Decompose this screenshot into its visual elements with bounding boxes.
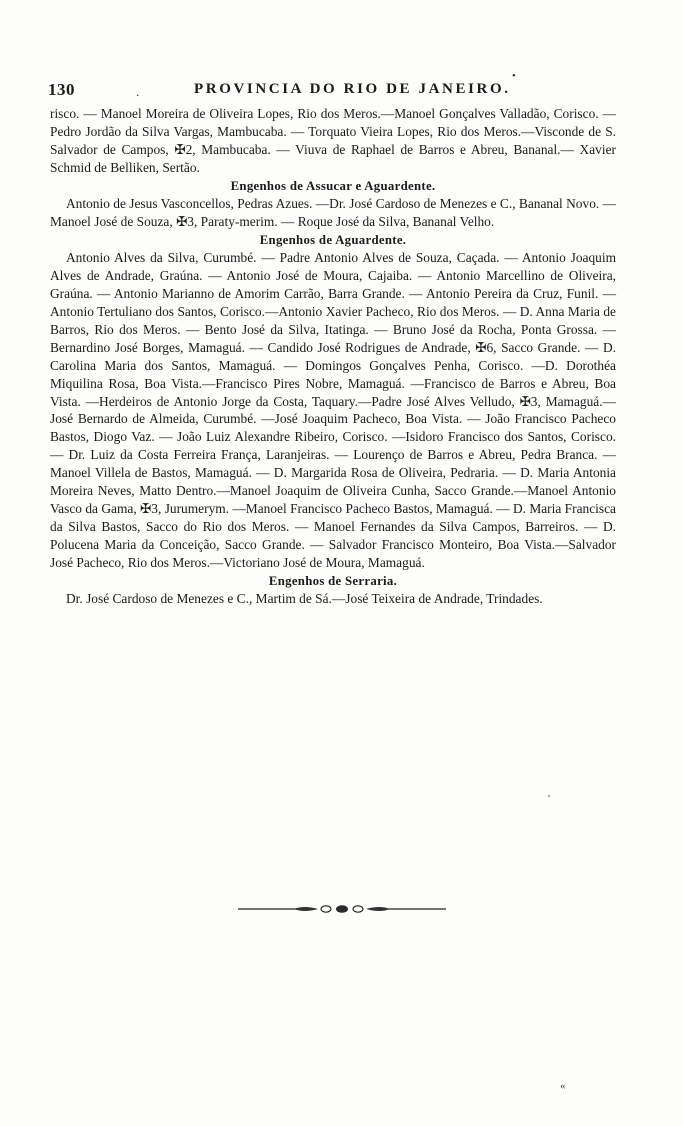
corner-mark: «	[560, 1080, 566, 1092]
section-text-aguardente: Antonio Alves da Silva, Curumbé. — Padre Antonio Alves de Souza, Caçada. — Antonio Joaquim Alves de Andrade, Graúna. — Antonio José de Moura, Cajaiba. — Antonio Marcellino de Oliveira, Graúna. — Antonio Marianno de Amorim Carrão, Barra Grande. — Antonio Pereira da Cruz, Funil. —Antonio Tertuliano dos Santos, Corisco.—Antonio Xavier Pacheco, Rio dos Meros. — D. Anna Maria de Barros, Rio dos Meros. — Bento José da Silva, Itatinga. — Bruno José da Rocha, Ponta Grossa. — Bernardino José Borges, Mamaguá. — Candido José Rodrigues de Andrade, ✠6, Sacco Grande. — D. Carolina Maria dos Santos, Mamaguá. — Domingos Gonçalves Penha, Corisco. —D. Dorothéa Miquilina Rosa, Boa Vista.—Francisco Pires Nobre, Mamaguá. —Francisco de Barros e Abreu, Boa Vista. —Herdeiros de Antonio Jorge da Costa, Taquary.—Padre José Alves Velludo, ✠3, Mamaguá.—José Bernardo de Almeida, Curumbé. —José Joaquim Pacheco, Boa Vista. — João Francisco Pacheco Bastos, Diogo Vaz. — João Luiz Alexandre Ribeiro, Corisco. —Isidoro Francisco dos Santos, Corisco. — Dr. Luiz da Costa Ferreira França, Laranjeiras. — Lourenço de Barros e Abreu, Pedra Branca. — Manoel Villela de Bastos, Mamaguá. — D. Margarida Rosa de Oliveira, Pedraria. — D. Maria Antonia Moreira Neves, Matto Dentro.—Manoel Joaquim de Oliveira Cunha, Sacco Grande.—Manoel Antonio Vasco da Gama, ✠3, Jurumerym. —Manoel Francisco Pacheco Bastos, Mamaguá. — D. Maria Francisca da Silva Bastos, Sacco do Rio dos Meros. — Manoel Fernandes da Silva Campos, Barreiros. — D. Polucena Maria da Conceição, Sacco Grande. — Salvador Francisco Monteiro, Boa Vista.—Salvador José Pacheco, Rio dos Meros.—Victoriano José de Moura, Mamaguá.	[50, 250, 616, 570]
rule-ring-right	[353, 906, 363, 912]
rule-left-flourish	[294, 907, 318, 911]
section-heading-assucar-aguardente: Engenhos de Assucar e Aguardente.	[230, 178, 436, 193]
stray-mark: '	[548, 793, 550, 805]
rule-ring-left	[321, 906, 331, 912]
running-title: PROVINCIA DO RIO DE JANEIRO.	[194, 81, 511, 97]
rule-center-ornament	[336, 905, 348, 913]
section-heading-serraria: Engenhos de Serraria.	[268, 573, 398, 588]
page-header	[48, 80, 618, 104]
rule-right-flourish	[366, 907, 390, 911]
body-text	[50, 105, 616, 608]
section-text-serraria: Dr. José Cardoso de Menezes e C., Martim de Sá.—José Teixeira de Andrade, Trindades.	[66, 590, 543, 606]
section-text-assucar-aguardente: Antonio de Jesus Vasconcellos, Pedras Azues. —Dr. José Cardoso de Menezes e C., Bananal Novo. —Manoel José de Souza, ✠3, Paraty-merim. — Roque José da Silva, Bananal Velho.	[50, 196, 616, 229]
printer-mark: •	[512, 70, 516, 82]
opening-paragraph: risco. — Manoel Moreira de Oliveira Lopes, Rio dos Meros.—Manoel Gonçalves Valladão, Corisco. — Pedro Jordão da Silva Vargas, Mambucaba. — Torquato Vieira Lopes, Rio dos Meros.—Visconde de S. Salvador de Campos, ✠2, Mambucaba. — Viuva de Raphael de Barros e Abreu, Bananal.— Xavier Schmid de Belliken, Sertão.	[50, 106, 616, 175]
header-separator: .	[136, 84, 140, 99]
page-number: 130	[48, 80, 75, 99]
section-heading-aguardente: Engenhos de Aguardente.	[259, 232, 407, 247]
ornamental-rule	[238, 904, 446, 914]
